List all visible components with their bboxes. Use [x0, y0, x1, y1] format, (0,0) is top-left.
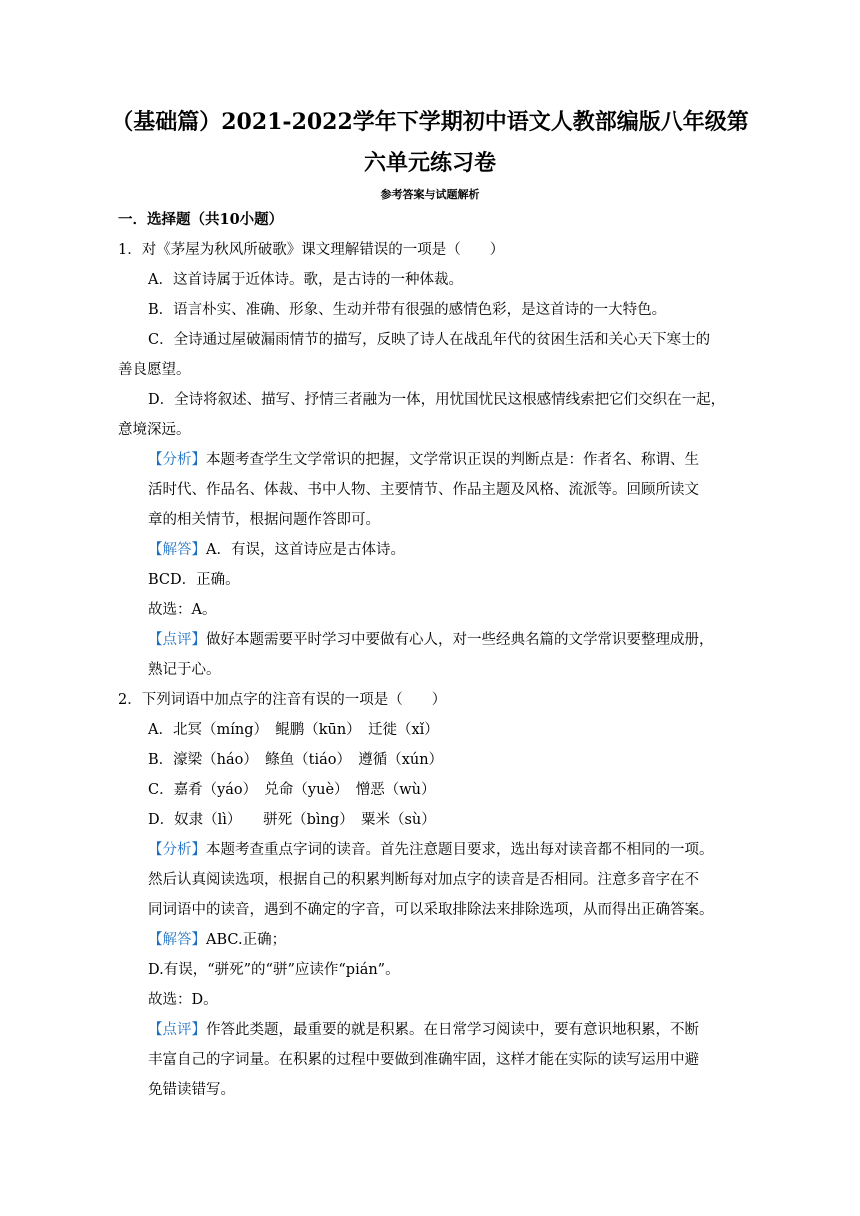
q2-stem: 2．下列词语中加点字的注音有误的一项是（ ） [118, 692, 447, 708]
analysis-tag: 【分析】 [148, 452, 206, 468]
q1-option-a: A．这首诗属于近体诗。歌，是古诗的一种体裁。 [148, 272, 463, 288]
q1-option-d-line-1: D．全诗将叙述、描写、抒情三者融为一体，用忧国忧民这根感情线索把它们交织在一起， [148, 392, 726, 408]
document-title-line-2: 六单元练习卷 [363, 150, 496, 176]
q1-option-c-line-1: C．全诗通过屋破漏雨情节的描写，反映了诗人在战乱年代的贫困生活和关心天下寒士的 [148, 332, 711, 348]
q1-analysis-line-1 [148, 450, 699, 470]
q1-answer-line-3: 故选：A。 [148, 602, 217, 618]
q2-option-a: A．北冥（míng） 鲲鹏（kūn） 迁徙（xǐ） [148, 722, 439, 738]
q1-option-b: B．语言朴实、准确、形象、生动并带有很强的感情色彩，是这首诗的一大特色。 [148, 302, 667, 318]
q2-answer-line-2: D.有误，“骈死”的“骈”应读作“pián”。 [148, 962, 400, 978]
q2-analysis-line-1 [148, 840, 714, 860]
section-heading: 一．选择题（共10小题） [118, 211, 284, 228]
document-subtitle: 参考答案与试题解析 [380, 188, 480, 201]
q2-comment-line-2: 丰富自己的字词量。在积累的过程中要做到准确牢固，这样才能在实际的读写运用中避 [148, 1052, 699, 1068]
q1-comment-text-1: 做好本题需要平时学习中要做有心人，对一些经典名篇的文学常识要整理成册， [206, 632, 714, 648]
q2-analysis-text-1: 本题考查重点字词的读音。首先注意题目要求，选出每对读音都不相同的一项。 [206, 842, 714, 858]
q2-answer-line-1 [148, 930, 286, 950]
q1-stem: 1．对《茅屋为秋风所破歌》课文理解错误的一项是（ ） [118, 242, 505, 258]
q2-analysis-line-3: 同词语中的读音，遇到不确定的字音，可以采取排除法来排除选项，从而得出正确答案。 [148, 902, 714, 918]
q1-option-d-line-2: 意境深远。 [118, 422, 191, 438]
q1-comment-line-1 [148, 630, 714, 650]
q2-answer-line-3: 故选：D。 [148, 992, 218, 1008]
q1-analysis-text-1: 本题考查学生文学常识的把握，文学常识正误的判断点是：作者名、称谓、生 [206, 452, 699, 468]
comment-tag: 【点评】 [148, 632, 206, 648]
q1-answer-text-1: A．有误，这首诗应是古体诗。 [206, 542, 405, 558]
q1-analysis-line-3: 章的相关情节，根据问题作答即可。 [148, 512, 380, 528]
q1-option-c-line-2: 善良愿望。 [118, 362, 191, 378]
q1-comment-line-2: 熟记于心。 [148, 662, 221, 678]
answer-tag: 【解答】 [148, 542, 206, 558]
q1-answer-line-1 [148, 540, 405, 560]
q2-comment-text-1: 作答此类题，最重要的就是积累。在日常学习阅读中，要有意识地积累，不断 [206, 1022, 699, 1038]
answer-tag: 【解答】 [148, 932, 206, 948]
q2-option-c: C．嘉肴（yáo） 兑命（yuè） 憎恶（wù） [148, 782, 436, 798]
q2-comment-line-1 [148, 1020, 699, 1040]
q2-answer-text-1: ABC.正确； [206, 932, 287, 948]
q2-comment-line-3: 免错读错写。 [148, 1082, 235, 1098]
analysis-tag: 【分析】 [148, 842, 206, 858]
q1-answer-line-2: BCD．正确。 [148, 572, 240, 588]
comment-tag: 【点评】 [148, 1022, 206, 1038]
document-title-line-1: （基础篇）2021-2022学年下学期初中语文人教部编版八年级第 [111, 109, 749, 135]
q2-option-b: B．濠梁（háo） 鲦鱼（tiáo） 遵循（xún） [148, 752, 444, 768]
q2-analysis-line-2: 然后认真阅读选项，根据自己的积累判断每对加点字的读音是否相同。注意多音字在不 [148, 872, 699, 888]
q1-analysis-line-2: 活时代、作品名、体裁、书中人物、主要情节、作品主题及风格、流派等。回顾所读文 [148, 482, 699, 498]
q2-option-d: D．奴隶（lì） 骈死（bìng） 粟米（sù） [148, 812, 436, 828]
